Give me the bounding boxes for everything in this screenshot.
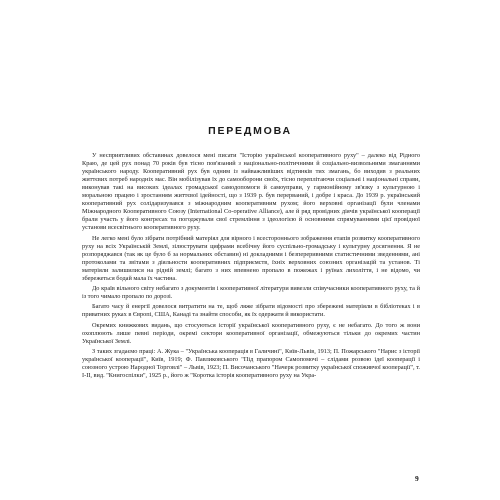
paragraph: До країв вільного світу небагато з документів і кооперативної літератури вивезли співучасники кооперативного руху, та й із того чимало пропало по дорозі. [82, 285, 420, 301]
paragraph: Окремих книжкових видань, що стосуються історії української кооперативного руху, є не небагато. До того ж вони охоплюють лише певні періоди, окремі сектори кооперативної організації, обмежуються тільки до окремих частин Української Землі. [82, 321, 420, 345]
paragraph: Не легко мені було зібрати потрібний матеріял для вірного і всестороннього зображення етапів розвитку кооперативного руху на всіх Українській Землі, зілюструвати цифрами всебічну його суспільно-громадську і культурну досягнення. Я не розпоряджався (так як це було б за нормальних обставин) ні докладними і безпереривними статистичними зведеннями, ані протоколами та звітами з діяльности кооперативних підприємств, їхніх верховних союзних організацій та установ. Ті матеріяли залишилися на рідній землі; багато з них впевнено пропало в пожежах і руїнах лихоліття, і не відомо, чи збережеться бодай мала їх частина. [82, 234, 420, 282]
paragraph: З таких згадаємо праці: А. Жука – "Українська кооперація в Галичині", Київ-Львів, 1913; П. Пожарського "Нарис з історії української кооперації", Київ, 1919; Ф. Павликовського "Під прапором Самопомочі – слідами розвою ідеї кооперації і союзного устрою Народної Торговлі" – Львів, 1923; П. Височанського "Начерк розвитку української споживчої кооперації", т. I-II, вид. "Книгоспілки", 1925 р., його ж "Коротка історія кооперативного руху на Укра- [82, 348, 420, 380]
page-title: ПЕРЕДМОВА [208, 125, 292, 137]
body-text [82, 152, 420, 380]
page-number: 9 [415, 474, 419, 483]
paragraph: У несприятливих обставинах довелося мені писати "Історію української кооперативного руху" – далеко від Рідного Краю, де цей рух понад 70 років був тісно пов'язаний з національно-політичними й соціально-визвольними змаганнями українського народу. Кооперативний рух був одним із найважливіших відтинків тих змагань, бо виходив з реальних життєвих потреб народніх мас. Він мобілізував їх до самооборони своїх, тісно переплітаючи соціальні і національні справи, виконував такі на високих ідеалах громадської самодопомоги й самоуправи, у гармонійному зв'язку з культурною і моральною працею і зростанням життєвої ідейності, що з 1939 р. був перерваний, і добре і краса. До 1939 р. український кооперативний рух солідаризувався з міжнародним кооперативним рухом; його верховні організації були членами Міжнародного Кооперативного Союзу (International Co-operative Alliance), але й ряд провідних діячів української кооперації брали участь у його конгресах та погоджували свої стремління з ідеологією й основними спрямуваннями цієї провідної установи всесвітнього кооперативного руху. [82, 152, 420, 232]
paragraph: Багато часу й енергії довелося витратити на те, щоб ляже зібрати відомості про збережені матеріяли в бібліотеках і в приватних руках в Європі, США, Канаді та знайти способи, як їх одержати й використати. [82, 303, 420, 319]
